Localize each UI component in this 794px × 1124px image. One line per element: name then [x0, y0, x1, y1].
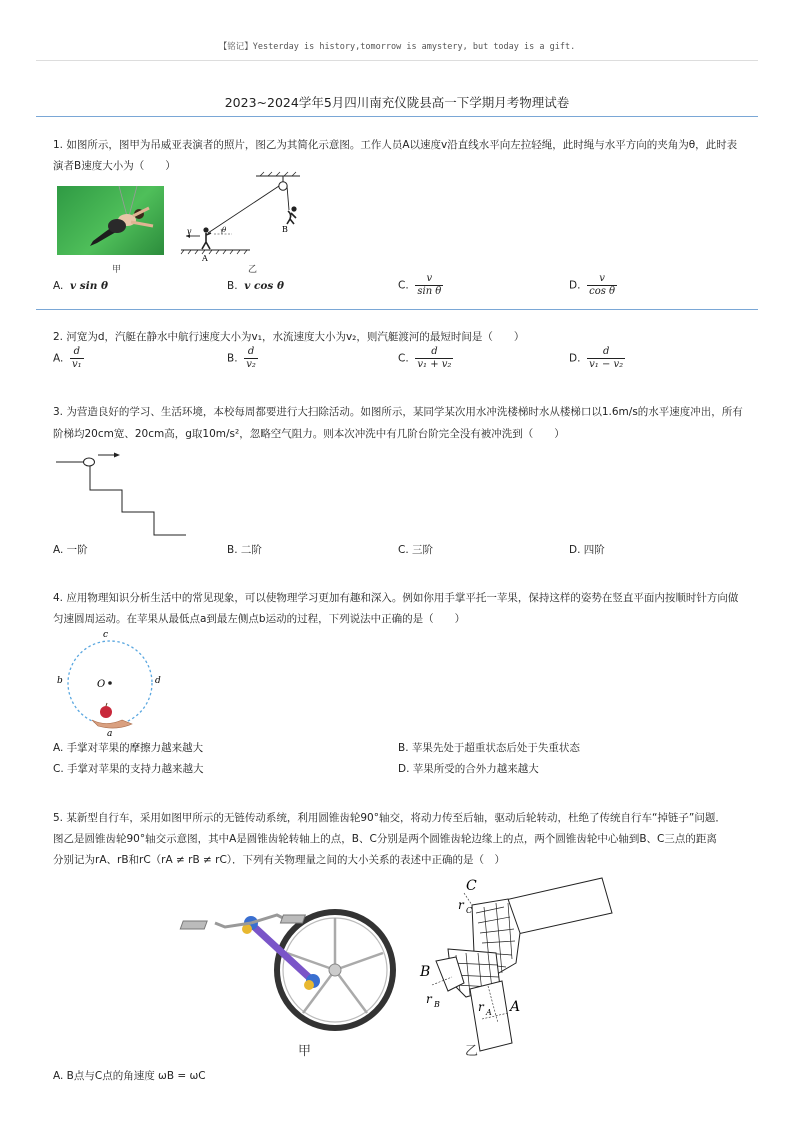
q4-label-d: d: [155, 676, 161, 686]
q2-stem: 2. 河宽为d，汽艇在静水中航行速度大小为v₁，水流速度大小为v₂，则汽艇渡河的最短时间是（ ）: [53, 331, 525, 343]
q1-photo-performer: [57, 186, 164, 255]
q4-label-o: O: [97, 679, 106, 690]
q1-option-b[interactable]: B. v cos θ: [227, 280, 284, 292]
q5-bicycle-figure: [185, 905, 405, 1035]
q4-option-a[interactable]: A. 手掌对苹果的摩擦力越来越大: [53, 742, 204, 754]
q2-option-d[interactable]: D. $\frac{d}{\text{v₁ − v₂}}$: [569, 346, 624, 370]
q5-label-ra-sub: A: [486, 1008, 492, 1017]
apple-icon: [100, 706, 112, 718]
q3-option-d[interactable]: D. 四阶: [569, 544, 605, 556]
q1-diagram: [178, 172, 318, 262]
q5-label-b: B: [420, 964, 431, 980]
q1-option-d[interactable]: D. $\frac{v}{\text{cos θ}}$: [569, 273, 616, 297]
q5-label-rc: r: [458, 898, 464, 912]
q3-option-c[interactable]: C. 三阶: [398, 544, 434, 556]
q4-option-d[interactable]: D. 苹果所受的合外力越来越大: [398, 763, 539, 775]
q5-stem-line3: 分别记为rA、rB和rC（rA ≠ rB ≠ rC）．下列有关物理量之间的大小关系的表述中正确的是（ ）: [53, 854, 506, 866]
q3-option-b[interactable]: B. 二阶: [227, 544, 262, 556]
q1-label-a: A: [202, 254, 208, 263]
title-divider: [36, 116, 758, 117]
q1-label-v: v: [187, 227, 192, 236]
q4-label-b: b: [57, 676, 63, 686]
q1-stem: 1. 如图所示，图甲为吊威亚表演者的照片，图乙为其简化示意图。工作人员A以速度v沿直线水平向左拉轻绳，此时绳与水平方向的夹角为θ，此时表演者B速度大小为（ ）: [53, 139, 738, 172]
q5-caption-right: 乙: [465, 1044, 479, 1059]
q5-label-rb: r: [426, 992, 432, 1006]
q1-caption-right: 乙: [248, 265, 258, 275]
q4-label-c: c: [103, 630, 109, 640]
q1-label-theta: θ: [222, 226, 227, 234]
q3-option-a[interactable]: A. 一阶: [53, 544, 88, 556]
q3-stairs-diagram: [54, 450, 194, 540]
q4-option-b[interactable]: B. 苹果先处于超重状态后处于失重状态: [398, 742, 580, 754]
q5-gear-diagram: [412, 873, 612, 1053]
q1-option-c[interactable]: C. $\frac{v}{\text{sin θ}}$: [398, 273, 442, 297]
q3-stem-line1: 3. 为营造良好的学习、生活环境，本校每周都要进行大扫除活动。如图所示，某同学某次用水冲洗楼梯时水从楼梯口以1.6m/s的水平速度冲出，所有: [53, 406, 743, 418]
q1-label-b: B: [282, 225, 288, 234]
q5-caption-left: 甲: [298, 1044, 312, 1059]
q4-option-c[interactable]: C. 手掌对苹果的支持力越来越大: [53, 763, 204, 775]
q1-divider: [36, 309, 758, 310]
hand-icon: [92, 720, 132, 728]
q4-circle-diagram: [50, 628, 170, 740]
q1-caption-left: 甲: [112, 265, 122, 275]
q4-stem-line2: 匀速圆周运动。在苹果从最低点a到最左侧点b运动的过程，下列说法中正确的是（ ）: [53, 613, 466, 625]
q3-stem-line2: 阶梯均20cm宽、20cm高，g取10m/s²，忽略空气阻力。则本次冲洗中有几阶台阶完全没有被冲洗到（ ）: [53, 428, 565, 440]
q5-label-ra: r: [478, 1000, 484, 1014]
q5-label-rc-sub: C: [466, 906, 473, 915]
q2-option-b[interactable]: B. $\frac{d}{\text{v₂}}$: [227, 346, 256, 370]
q5-stem-line1: 5. 某新型自行车，采用如图甲所示的无链传动系统，利用圆锥齿轮90°轴交，将动力传至后轴，驱动后轮转动，杜绝了传统自行车“掉链子”问题．: [53, 812, 726, 824]
q2-option-a[interactable]: A. $\frac{d}{\text{v₁}}$: [53, 346, 82, 370]
q4-label-a: a: [107, 729, 113, 739]
q5-label-c: C: [466, 878, 477, 894]
header-note: 【铭记】Yesterday is history,tomorrow is amystery, but today is a gift.: [218, 42, 576, 52]
q5-stem-line2: 图乙是圆锥齿轮90°轴交示意图，其中A是圆锥齿轮转轴上的点，B、C分别是两个圆锥齿轮边缘上的点，两个圆锥齿轮中心轴到B、C三点的距离: [53, 833, 717, 845]
q2-option-c[interactable]: C. $\frac{d}{\text{v₁ + v₂}}$: [398, 346, 452, 370]
exam-title: 2023~2024学年5月四川南充仪陇县高一下学期月考物理试卷: [224, 95, 570, 110]
header-divider: [36, 60, 758, 61]
q5-label-a: A: [510, 999, 521, 1015]
q5-option-a[interactable]: A. B点与C点的角速度 ωB = ωC: [53, 1070, 206, 1082]
q1-option-a[interactable]: A. v sin θ: [53, 280, 108, 292]
q5-label-rb-sub: B: [434, 1000, 440, 1009]
q4-stem-line1: 4. 应用物理知识分析生活中的常见现象，可以使物理学习更加有趣和深入。例如你用手掌平托一苹果，保持这样的姿势在竖直平面内按顺时针方向做: [53, 592, 739, 604]
